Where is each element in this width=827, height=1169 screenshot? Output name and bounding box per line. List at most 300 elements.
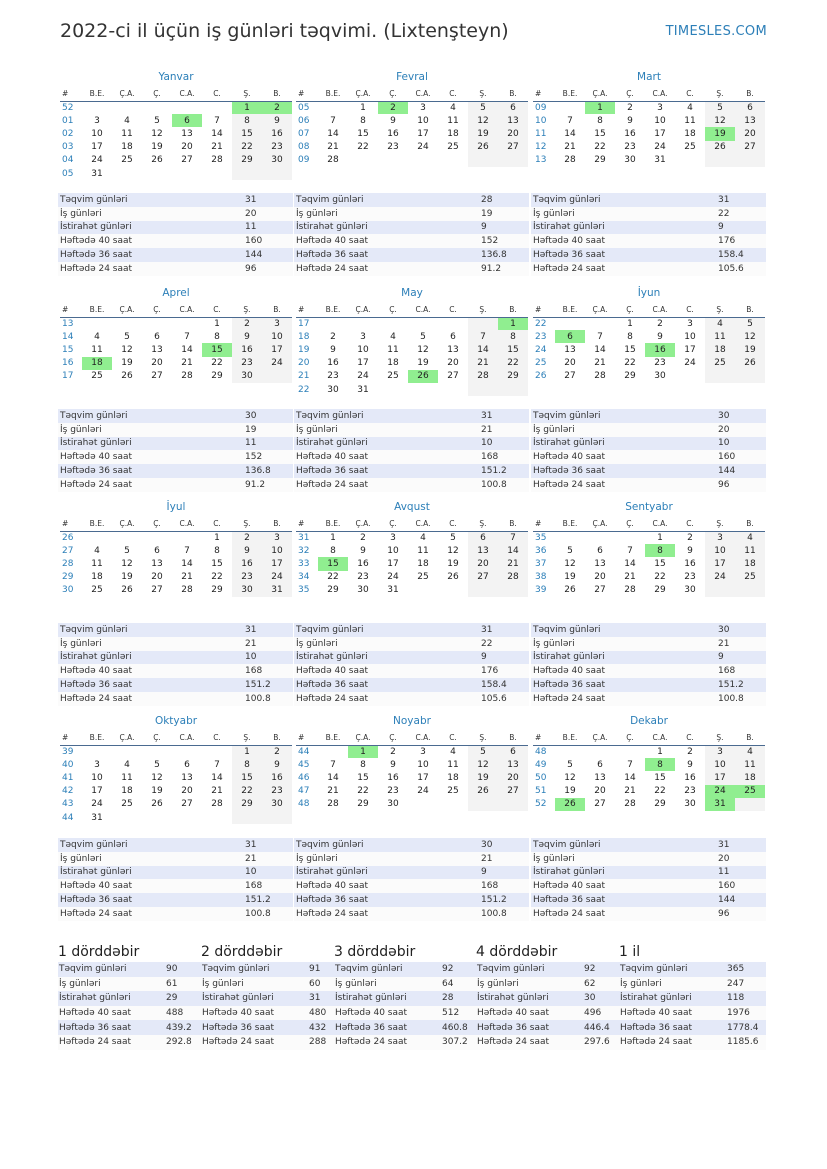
day-cell: 24 — [417, 786, 429, 797]
stat-row — [334, 1020, 481, 1035]
day-cell: 12 — [564, 558, 576, 569]
day-cell: 15 — [654, 558, 666, 569]
stat-label: Həftədə 36 saat — [58, 464, 243, 478]
weekday-header: Ç. — [615, 87, 645, 101]
day-cell: 18 — [705, 343, 735, 356]
month-stats — [531, 193, 766, 276]
stat-label: İş günləri — [531, 637, 716, 651]
day-cell: 17 — [684, 344, 696, 355]
day-cell: 19 — [705, 127, 735, 140]
stat-value: 297.6 — [583, 1035, 623, 1050]
weekday-header: Ç. — [378, 87, 408, 101]
day-cell: 4 — [735, 745, 765, 758]
day-cell: 11 — [447, 115, 459, 126]
week-row — [533, 154, 765, 167]
weekday-header-row — [533, 731, 765, 745]
week-row — [533, 771, 765, 784]
day-cell: 13 — [181, 128, 193, 139]
day-cell: 26 — [468, 785, 498, 798]
day-cell: 8 — [597, 115, 603, 126]
day-cell: 21 — [181, 572, 193, 583]
day-cell: 6 — [735, 101, 765, 114]
stat-label: İş günləri — [531, 207, 716, 221]
day-cell: 6 — [498, 745, 528, 758]
day-cell: 19 — [151, 142, 163, 153]
stat-value: 30 — [479, 838, 529, 852]
stat-value: 9 — [479, 866, 529, 880]
day-cell: 10 — [705, 544, 735, 557]
day-cell: 13 — [447, 344, 459, 355]
week-number: 26 — [535, 371, 547, 382]
day-cell: 16 — [232, 343, 262, 356]
month-name: İyul — [166, 501, 186, 513]
day-cell: 22 — [232, 785, 262, 798]
stat-label: Təqvim günləri — [294, 193, 479, 207]
weekday-header: B.E. — [318, 303, 348, 317]
empty-cell — [202, 101, 232, 114]
week-row — [296, 798, 528, 811]
week-number: 52 — [62, 102, 74, 113]
weekday-header: C.A. — [645, 517, 675, 531]
stat-value: 144 — [716, 893, 766, 907]
empty-cell — [735, 154, 765, 167]
day-cell: 6 — [597, 759, 603, 770]
week-row — [60, 343, 292, 356]
day-cell: 21 — [498, 557, 528, 570]
day-cell: 31 — [705, 798, 735, 811]
week-number: 23 — [535, 331, 547, 342]
weekday-header: C.A. — [408, 731, 438, 745]
month-table — [60, 731, 292, 824]
day-cell: 15 — [232, 771, 262, 784]
day-cell: 20 — [594, 786, 606, 797]
week-row — [60, 571, 292, 584]
day-cell: 9 — [262, 114, 292, 127]
day-cell: 25 — [387, 371, 399, 382]
week-row — [296, 127, 528, 140]
weekday-header-row — [533, 517, 765, 531]
stat-value: 21 — [479, 852, 529, 866]
week-row — [60, 758, 292, 771]
day-cell: 22 — [498, 357, 528, 370]
stat-value: 10 — [479, 437, 529, 451]
stat-label: İş günləri — [201, 977, 308, 992]
day-cell: 15 — [654, 772, 666, 783]
stat-row — [531, 193, 766, 207]
stat-row — [531, 409, 766, 423]
stat-value: 28 — [479, 193, 529, 207]
week-number: 10 — [535, 115, 547, 126]
day-cell: 29 — [594, 155, 606, 166]
empty-cell — [318, 101, 348, 114]
stat-label: Təqvim günləri — [58, 409, 243, 423]
week-number: 05 — [62, 168, 74, 179]
quarter-title: 2 dörddəbir — [201, 944, 283, 960]
stat-label: İstirahət günləri — [58, 651, 243, 665]
week-number: 48 — [535, 746, 547, 757]
month-calendar — [296, 286, 528, 396]
stat-value: 100.8 — [243, 692, 293, 706]
day-cell: 27 — [594, 585, 606, 596]
day-cell: 13 — [181, 772, 193, 783]
week-row — [296, 758, 528, 771]
month-name: May — [401, 287, 423, 299]
day-cell: 27 — [468, 571, 498, 584]
day-cell: 24 — [705, 571, 735, 584]
day-cell: 18 — [735, 557, 765, 570]
week-number: 32 — [298, 545, 310, 556]
stat-label: Həftədə 40 saat — [476, 1006, 583, 1021]
quarter-summary — [476, 944, 623, 1050]
day-cell: 27 — [151, 585, 163, 596]
stat-label: Həftədə 24 saat — [294, 692, 479, 706]
stat-value: 439.2 — [165, 1020, 205, 1035]
day-cell: 20 — [594, 572, 606, 583]
day-cell: 10 — [705, 758, 735, 771]
stat-value: 10 — [716, 437, 766, 451]
day-cell: 16 — [357, 558, 369, 569]
weekday-header: Ç. — [615, 303, 645, 317]
weekday-header: C.A. — [172, 517, 202, 531]
week-row — [296, 330, 528, 343]
stat-label: Həftədə 24 saat — [294, 907, 479, 921]
weekday-header: B.E. — [82, 731, 112, 745]
day-cell: 9 — [262, 758, 292, 771]
stat-row — [619, 962, 766, 977]
day-cell: 17 — [705, 557, 735, 570]
stat-value: 432 — [308, 1020, 348, 1035]
week-number: 24 — [535, 344, 547, 355]
day-cell: 23 — [654, 358, 666, 369]
day-cell: 13 — [735, 114, 765, 127]
empty-cell — [408, 584, 438, 597]
week-row — [533, 531, 765, 544]
week-number: 43 — [62, 799, 74, 810]
weekday-header: Ç. — [615, 517, 645, 531]
stat-value: 11 — [243, 221, 293, 235]
month-name: Sentyabr — [625, 501, 673, 513]
stat-row — [334, 962, 481, 977]
stat-label: Həftədə 36 saat — [58, 248, 243, 262]
weekday-header: C. — [438, 87, 468, 101]
stat-label: İstirahət günləri — [619, 991, 726, 1006]
stat-label: İş günləri — [294, 637, 479, 651]
day-cell: 25 — [91, 585, 103, 596]
stat-row — [531, 907, 766, 921]
week-row — [533, 571, 765, 584]
month-calendar — [533, 70, 765, 167]
empty-cell — [468, 154, 498, 167]
day-cell: 18 — [417, 558, 429, 569]
day-cell: 7 — [330, 115, 336, 126]
stat-value: 446.4 — [583, 1020, 623, 1035]
stat-row — [294, 207, 529, 221]
day-cell: 15 — [594, 128, 606, 139]
weekday-header: C. — [202, 731, 232, 745]
day-cell: 11 — [684, 115, 696, 126]
day-cell: 24 — [262, 571, 292, 584]
week-row — [60, 330, 292, 343]
weekday-header: B. — [262, 303, 292, 317]
empty-cell — [142, 167, 172, 180]
day-cell: 7 — [330, 759, 336, 770]
stat-value: 31 — [479, 623, 529, 637]
week-number: 38 — [535, 572, 547, 583]
weekday-header: C.A. — [172, 731, 202, 745]
weekday-header: C.A. — [172, 87, 202, 101]
weekday-header: C.A. — [408, 303, 438, 317]
week-row — [533, 317, 765, 330]
week-number: 05 — [298, 102, 310, 113]
day-cell: 28 — [327, 799, 339, 810]
stat-row — [58, 262, 293, 276]
weekday-header: B. — [262, 731, 292, 745]
stat-row — [294, 437, 529, 451]
day-cell: 7 — [567, 115, 573, 126]
stat-label: İş günləri — [476, 977, 583, 992]
day-cell: 5 — [735, 317, 765, 330]
quarter-title: 1 dörddəbir — [58, 944, 140, 960]
quarter-summary — [334, 944, 481, 1050]
weekday-header: Ş. — [468, 731, 498, 745]
weekday-header: B. — [735, 731, 765, 745]
stat-row — [58, 893, 293, 907]
empty-cell — [705, 584, 735, 597]
day-cell: 1 — [232, 745, 262, 758]
day-cell: 18 — [387, 358, 399, 369]
week-number: 07 — [298, 128, 310, 139]
stat-row — [531, 893, 766, 907]
month-stats — [294, 409, 529, 492]
week-row — [296, 141, 528, 154]
stat-value: 11 — [243, 437, 293, 451]
day-cell: 15 — [211, 558, 223, 569]
day-cell: 26 — [735, 357, 765, 370]
stat-row — [294, 450, 529, 464]
day-cell: 19 — [417, 358, 429, 369]
weekday-header: C. — [202, 87, 232, 101]
week-number: 39 — [62, 746, 74, 757]
stat-label: İş günləri — [58, 977, 165, 992]
weekday-header: Ç.A. — [348, 303, 378, 317]
stat-label: Həftədə 36 saat — [294, 464, 479, 478]
stat-row — [58, 234, 293, 248]
stat-label: Həftədə 40 saat — [294, 879, 479, 893]
day-cell: 10 — [654, 115, 666, 126]
day-cell: 15 — [232, 127, 262, 140]
week-number: 40 — [62, 759, 74, 770]
stat-label: Həftədə 24 saat — [476, 1035, 583, 1050]
day-cell: 1 — [627, 318, 633, 329]
day-cell: 11 — [447, 759, 459, 770]
month-stats — [294, 623, 529, 706]
stat-row — [201, 962, 348, 977]
quarter-summary — [619, 944, 766, 1050]
empty-cell — [112, 101, 142, 114]
week-row — [60, 101, 292, 114]
day-cell: 12 — [447, 545, 459, 556]
day-cell: 28 — [211, 155, 223, 166]
day-cell: 10 — [91, 128, 103, 139]
quarter-title: 3 dörddəbir — [334, 944, 416, 960]
stat-row — [58, 838, 293, 852]
day-cell: 28 — [211, 799, 223, 810]
stat-value: 31 — [243, 193, 293, 207]
stat-label: Həftədə 40 saat — [294, 234, 479, 248]
stat-label: İş günləri — [619, 977, 726, 992]
weekday-header: # — [533, 87, 555, 101]
week-row — [533, 101, 765, 114]
day-cell: 11 — [735, 758, 765, 771]
day-cell: 20 — [735, 127, 765, 140]
day-cell: 8 — [498, 330, 528, 343]
stat-value: 9 — [479, 651, 529, 665]
day-cell: 15 — [624, 344, 636, 355]
day-cell: 26 — [408, 370, 438, 383]
day-cell: 16 — [645, 343, 675, 356]
stat-value: 31 — [243, 623, 293, 637]
week-number: 19 — [298, 344, 310, 355]
empty-cell — [615, 745, 645, 758]
week-row — [296, 154, 528, 167]
empty-cell — [262, 811, 292, 824]
stat-label: Təqvim günləri — [531, 838, 716, 852]
week-number: 25 — [535, 358, 547, 369]
day-cell: 19 — [468, 127, 498, 140]
weekday-header: # — [60, 731, 82, 745]
empty-cell — [498, 798, 528, 811]
stat-row — [294, 664, 529, 678]
empty-cell — [498, 154, 528, 167]
day-cell: 9 — [232, 544, 262, 557]
day-cell: 17 — [357, 358, 369, 369]
weekday-header: C. — [202, 517, 232, 531]
weekday-header: B. — [498, 731, 528, 745]
stat-value: 22 — [479, 637, 529, 651]
stat-label: Həftədə 36 saat — [531, 248, 716, 262]
weekday-header: Ç.A. — [585, 303, 615, 317]
month-table — [296, 303, 528, 396]
day-cell: 23 — [387, 786, 399, 797]
week-row — [60, 370, 292, 383]
week-row — [60, 584, 292, 597]
empty-cell — [112, 811, 142, 824]
empty-cell — [112, 531, 142, 544]
stat-label: İstirahət günləri — [294, 221, 479, 235]
week-row — [296, 343, 528, 356]
stat-label: Həftədə 36 saat — [294, 893, 479, 907]
stat-label: Təqvim günləri — [531, 193, 716, 207]
week-number: 09 — [298, 155, 310, 166]
day-cell: 21 — [624, 572, 636, 583]
day-cell: 2 — [390, 746, 396, 757]
stat-row — [58, 464, 293, 478]
stat-row — [531, 207, 766, 221]
weekday-header: B.E. — [82, 303, 112, 317]
day-cell: 26 — [447, 572, 459, 583]
weekday-header: Ş. — [232, 303, 262, 317]
day-cell: 28 — [564, 155, 576, 166]
day-cell: 2 — [330, 331, 336, 342]
day-cell: 23 — [262, 785, 292, 798]
empty-cell — [112, 317, 142, 330]
day-cell: 16 — [262, 127, 292, 140]
day-cell: 25 — [705, 357, 735, 370]
empty-cell — [675, 370, 705, 383]
quarter-stats — [476, 962, 623, 1050]
month-stats — [294, 193, 529, 276]
stat-value: 247 — [726, 977, 766, 992]
day-cell: 18 — [121, 142, 133, 153]
weekday-header-row — [533, 87, 765, 101]
day-cell: 10 — [91, 772, 103, 783]
day-cell: 25 — [684, 142, 696, 153]
day-cell: 5 — [420, 331, 426, 342]
brand-link[interactable]: TIMESLES.COM — [665, 24, 767, 39]
day-cell: 4 — [420, 532, 426, 543]
stat-value: 22 — [716, 207, 766, 221]
day-cell: 30 — [684, 799, 696, 810]
stat-value: 31 — [308, 991, 348, 1006]
day-cell: 1 — [498, 317, 528, 330]
day-cell: 21 — [624, 786, 636, 797]
day-cell: 16 — [684, 772, 696, 783]
empty-cell — [585, 317, 615, 330]
day-cell: 11 — [91, 558, 103, 569]
day-cell: 17 — [417, 772, 429, 783]
day-cell: 13 — [151, 344, 163, 355]
month-table — [533, 87, 765, 167]
empty-cell — [438, 798, 468, 811]
day-cell: 3 — [705, 531, 735, 544]
day-cell: 21 — [327, 142, 339, 153]
day-cell: 18 — [121, 786, 133, 797]
day-cell: 17 — [387, 558, 399, 569]
day-cell: 1 — [330, 532, 336, 543]
weekday-header: # — [296, 517, 318, 531]
stat-value: 30 — [716, 623, 766, 637]
week-row — [60, 357, 292, 370]
day-cell: 2 — [360, 532, 366, 543]
weekday-header: Ç.A. — [348, 731, 378, 745]
week-row — [296, 785, 528, 798]
stat-label: Həftədə 40 saat — [58, 450, 243, 464]
stat-label: Həftədə 40 saat — [294, 450, 479, 464]
week-row — [60, 317, 292, 330]
empty-cell — [172, 167, 202, 180]
quarter-summary — [58, 944, 205, 1050]
day-cell: 23 — [232, 571, 262, 584]
empty-cell — [555, 317, 585, 330]
day-cell: 16 — [262, 771, 292, 784]
weekday-header: B. — [735, 303, 765, 317]
day-cell: 18 — [684, 128, 696, 139]
day-cell: 14 — [327, 128, 339, 139]
stat-value: 160 — [716, 879, 766, 893]
stat-label: İstirahət günləri — [531, 221, 716, 235]
month-calendar — [60, 714, 292, 824]
day-cell: 3 — [390, 532, 396, 543]
day-cell: 24 — [654, 142, 666, 153]
empty-cell — [555, 745, 585, 758]
quarter-summary — [201, 944, 348, 1050]
weekday-header: B. — [262, 517, 292, 531]
week-row — [533, 544, 765, 557]
week-row — [296, 771, 528, 784]
day-cell: 25 — [735, 785, 765, 798]
day-cell: 27 — [181, 155, 193, 166]
day-cell: 10 — [684, 331, 696, 342]
